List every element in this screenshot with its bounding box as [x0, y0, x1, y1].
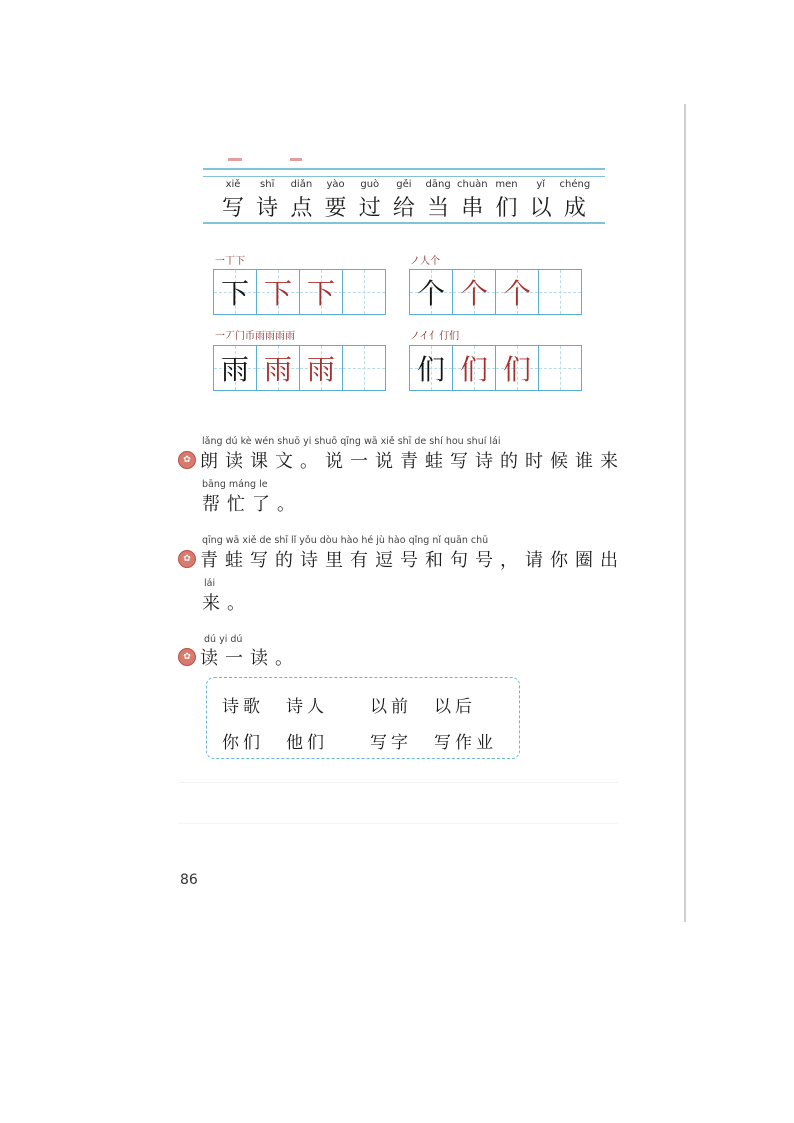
word: 写作业 — [434, 733, 497, 753]
faint-bleed-area — [178, 782, 618, 824]
exercise-seal-icon: ✿ — [178, 451, 196, 469]
pinyin: chuàn — [456, 179, 488, 190]
char: 要 — [324, 196, 347, 221]
trace-char: 下 — [306, 277, 335, 310]
char: 们 — [495, 196, 518, 221]
exercise-seal-icon: ✿ — [178, 648, 196, 666]
grid-cell — [300, 346, 343, 390]
exercise-2-pinyin-2: lái — [204, 578, 216, 589]
char: 成 — [563, 196, 586, 221]
grid-cell — [257, 270, 300, 314]
page-edge — [684, 104, 686, 922]
header-char-row — [216, 191, 592, 221]
char: 以 — [529, 196, 552, 221]
page-number: 86 — [180, 872, 198, 888]
model-char: 下 — [220, 277, 249, 310]
grid-cell — [300, 270, 343, 314]
pinyin: xiě — [225, 179, 241, 190]
char: 过 — [358, 196, 381, 221]
model-char: 雨 — [220, 353, 249, 386]
stroke-order-men: ノイ亻仃们 — [410, 331, 460, 342]
header-top-line — [203, 168, 605, 170]
word: 写字 — [370, 733, 412, 753]
writing-grid-yu — [213, 345, 386, 391]
header-bottom-line — [203, 222, 605, 224]
exercise-2-text: 青蛙写的诗里有逗号和句号，请你圈出 — [200, 550, 625, 571]
trace-char: 雨 — [263, 353, 292, 386]
char: 串 — [461, 196, 484, 221]
word: 以前 — [370, 697, 412, 717]
trace-char: 个 — [502, 277, 531, 310]
word: 以后 — [434, 697, 476, 717]
pinyin: yào — [326, 179, 345, 190]
pinyin: guò — [360, 179, 380, 190]
model-char: 们 — [416, 353, 445, 386]
grid-cell — [214, 346, 257, 390]
header-top-line-2 — [203, 176, 605, 177]
trace-char: 雨 — [306, 353, 335, 386]
exercise-1-text: 朗读课文。说一说青蛙写诗的时候谁来 — [200, 451, 625, 472]
header-mark — [228, 158, 242, 161]
trace-char: 们 — [502, 353, 531, 386]
grid-cell-empty — [343, 270, 385, 314]
pinyin: shī — [260, 179, 275, 190]
trace-char: 个 — [459, 277, 488, 310]
trace-char: 下 — [263, 277, 292, 310]
exercise-1-text-2: 帮忙了。 — [202, 494, 302, 515]
char: 写 — [221, 196, 244, 221]
grid-cell — [496, 270, 539, 314]
pinyin: gěi — [396, 179, 412, 190]
grid-cell — [496, 346, 539, 390]
grid-cell — [257, 346, 300, 390]
char: 诗 — [256, 196, 279, 221]
writing-grid-men — [409, 345, 582, 391]
grid-cell — [453, 270, 496, 314]
grid-cell — [214, 270, 257, 314]
pinyin: dāng — [425, 179, 451, 190]
grid-cell-empty — [343, 346, 385, 390]
exercise-1-pinyin-2: bāng máng le — [202, 479, 268, 490]
grid-cell — [410, 270, 453, 314]
stroke-order-xia: 一丅下 — [215, 256, 245, 267]
word: 你们 — [222, 733, 264, 753]
model-char: 个 — [416, 277, 445, 310]
grid-cell-empty — [539, 270, 581, 314]
writing-grid-ge — [409, 269, 582, 315]
trace-char: 们 — [459, 353, 488, 386]
char: 点 — [290, 196, 313, 221]
grid-cell — [453, 346, 496, 390]
exercise-2-pinyin: qīng wā xiě de shī lǐ yǒu dòu hào hé jù hào qǐng nǐ quān chū — [202, 535, 489, 546]
grid-cell-empty — [539, 346, 581, 390]
pinyin: diǎn — [290, 179, 313, 190]
char: 当 — [427, 196, 450, 221]
writing-grid-xia — [213, 269, 386, 315]
word: 诗歌 — [222, 697, 264, 717]
stroke-order-ge: ノ人个 — [410, 256, 440, 267]
pinyin: men — [495, 179, 518, 190]
exercise-2-text-2: 来。 — [202, 593, 252, 614]
stroke-order-yu: 一丆门币雨雨雨雨 — [215, 331, 295, 342]
header-mark — [290, 158, 302, 161]
exercise-seal-icon: ✿ — [178, 550, 196, 568]
grid-cell — [410, 346, 453, 390]
char: 给 — [392, 196, 415, 221]
pinyin: chéng — [559, 179, 591, 190]
exercise-3-pinyin: dú yi dú — [204, 634, 243, 645]
word: 他们 — [286, 733, 328, 753]
word: 诗人 — [286, 697, 328, 717]
pinyin: yǐ — [536, 179, 546, 190]
exercise-1-pinyin: lǎng dú kè wén shuō yi shuō qīng wā xiě shī de shí hou shuí lái — [202, 436, 501, 447]
exercise-3-text: 读一读。 — [200, 648, 300, 669]
